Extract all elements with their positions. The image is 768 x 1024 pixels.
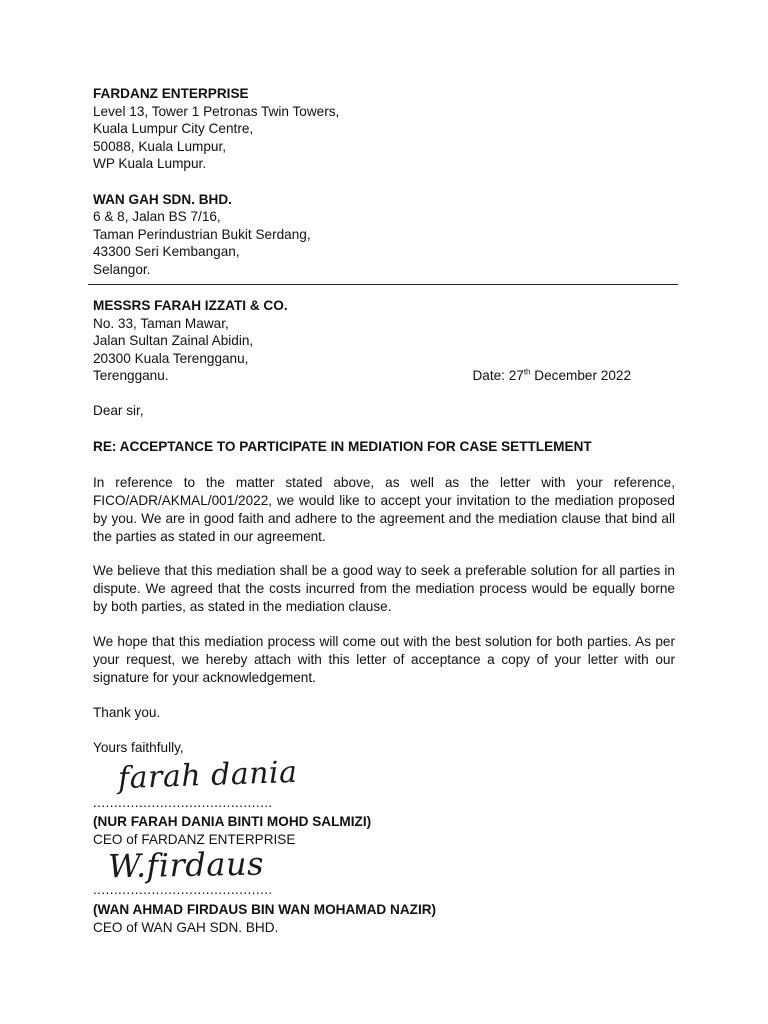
date-rest: December 2022 (530, 368, 631, 384)
thanks-line: Thank you. (93, 705, 161, 720)
signature-1-dotted-line: ........................................... (93, 795, 273, 810)
signer-2 (93, 901, 436, 936)
recipient-last-line-row (93, 367, 631, 385)
recipient-address-line: Jalan Sultan Zainal Abidin, (93, 333, 254, 349)
sender-block (93, 85, 678, 279)
recipient-name: MESSRS FARAH IZZATI & CO. (93, 298, 288, 313)
signature-2-dotted-line: ........................................... (93, 882, 273, 897)
sender-2-address-line: Selangor. (93, 261, 151, 277)
sender-1-name: FARDANZ ENTERPRISE (93, 86, 249, 101)
sender-2-address-line: Taman Perindustrian Bukit Serdang, (93, 226, 311, 242)
recipient-address-line: No. 33, Taman Mawar, (93, 315, 229, 331)
salutation: Dear sir, (93, 403, 144, 418)
sender-1-address-line: WP Kuala Lumpur. (93, 156, 207, 172)
signer-2-title: CEO of WAN GAH SDN. BHD. (93, 919, 279, 935)
sender-1 (93, 85, 678, 173)
sender-1-address-line: Kuala Lumpur City Centre, (93, 121, 254, 137)
recipient-address-line: Terengganu. (93, 368, 169, 384)
sender-2-address-line: 43300 Seri Kembangan, (93, 244, 240, 260)
divider-line (88, 284, 678, 285)
signer-1-name: (NUR FARAH DANIA BINTI MOHD SALMIZI) (93, 814, 372, 829)
closing-line: Yours faithfully, (93, 740, 184, 755)
signer-2-name: (WAN AHMAD FIRDAUS BIN WAN MOHAMAD NAZIR) (93, 902, 437, 917)
sender-2-name: WAN GAH SDN. BHD. (93, 191, 232, 207)
date-suffix: th (523, 367, 531, 377)
sender-1-address-line: Level 13, Tower 1 Petronas Twin Towers, (93, 103, 340, 119)
subject-line: RE: ACCEPTANCE TO PARTICIPATE IN MEDIATION FOR CASE SETTLEMENT (93, 439, 592, 454)
recipient-address-line: 20300 Kuala Terengganu, (93, 350, 249, 366)
sender-2-address-line: 6 & 8, Jalan BS 7/16, (93, 209, 221, 225)
sender-1-address-line: 50088, Kuala Lumpur, (93, 138, 227, 154)
sender-2 (93, 191, 678, 279)
date-label: Date: 27 (472, 368, 524, 384)
signature-2-handwriting: W.firdaus (107, 844, 265, 886)
recipient-block (93, 297, 678, 385)
signer-1 (93, 813, 371, 848)
body-paragraph: We believe that this mediation shall be a good way to seek a preferable solution for all parties in dispute. We agreed that the costs incurred from the mediation process would be equally borne by both parties, as stated in the mediation clause. (93, 563, 675, 614)
signature-1-handwriting: farah dania (117, 754, 299, 797)
body-paragraph: In reference to the matter stated above, as well as the letter with your reference, FICO/ADR/AKMAL/001/2022, we would like to accept your invitation to the mediation proposed by you. We are in good faith and adhere to the agreement and the mediation clause that bind all the parties as stated in our agreement. (93, 475, 675, 544)
body-paragraph: We hope that this mediation process will come out with the best solution for both parties. As per your request, we hereby attach with this letter of acceptance a copy of your letter with our signature for your acknowledgement. (93, 634, 675, 685)
signer-1-title: CEO of FARDANZ ENTERPRISE (93, 831, 296, 847)
letter-date (472, 367, 631, 385)
